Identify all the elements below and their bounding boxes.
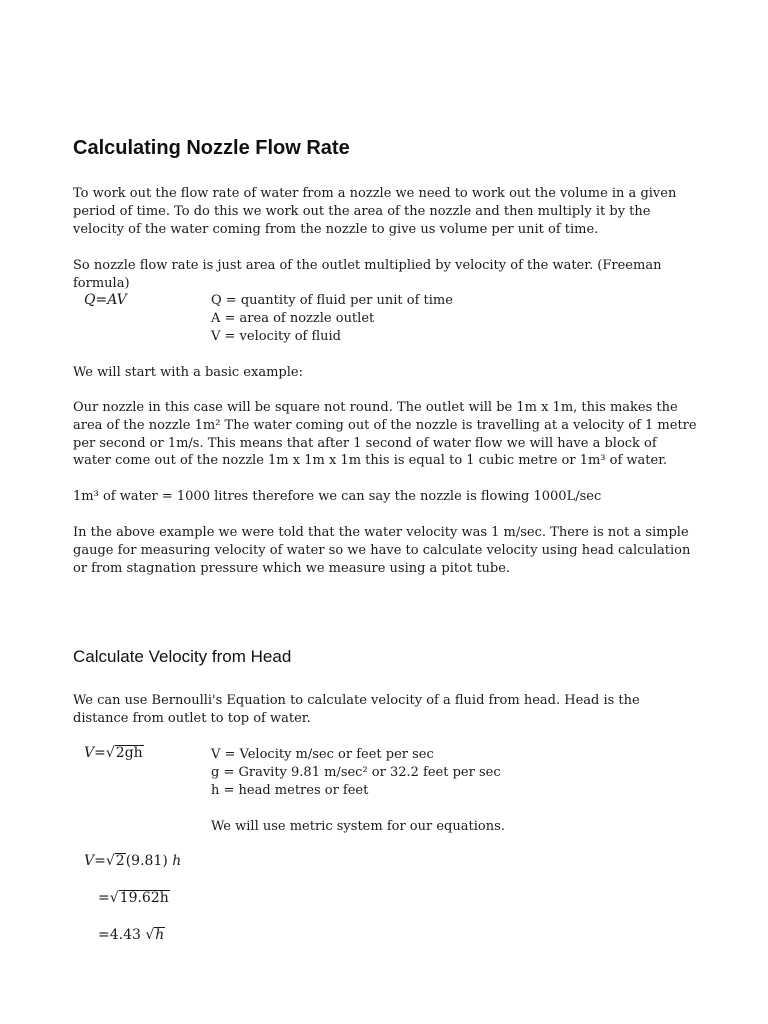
step3-coefficient: 4.43 [109,927,141,943]
step1-equals: = [94,853,106,869]
step1-radicand: 2 [115,853,125,869]
sqrt-icon: √ [109,890,119,906]
definition-q: Q = quantity of fluid per unit of time [211,293,453,308]
formula-v-radicand: 2gh [115,745,143,761]
sqrt-icon: √ [145,927,155,943]
step3-radicand: h [155,927,165,943]
sqrt-icon: √ [105,745,115,761]
velocity-note-paragraph: In the above example we were told that the water velocity was 1 m/sec. There is not a simple gauge for measuring velocity of water so we have to calculate velocity using head calculation or from stagnation pressure which we measure using a pitot tube. [73,525,691,576]
definition-velocity: V = Velocity m/sec or feet per sec [211,747,434,762]
formula-velocity [84,745,144,761]
step1-variable: h [172,853,182,869]
formula-v-definitions [211,746,501,799]
step3-equals: = [98,927,110,943]
equation-step-2 [98,890,170,906]
step1-lhs: V [84,853,95,869]
formula-q-av [84,292,127,308]
formula-q-equals: = [95,292,108,308]
section-heading: Calculate Velocity from Head [73,647,292,666]
step2-equals: = [98,890,110,906]
example-intro: We will start with a basic example: [73,365,303,380]
sqrt-icon: √ [105,853,115,869]
definition-head: h = head metres or feet [211,782,369,798]
litres-paragraph: 1m³ of water = 1000 litres therefore we can say the nozzle is flowing 1000L/sec [73,489,602,504]
formula-v-lhs: V [84,745,95,761]
definition-gravity: g = Gravity 9.81 m/sec² or 32.2 feet per sec [211,764,501,780]
formula-v-equals: = [94,745,106,761]
bernoulli-paragraph: We can use Bernoulli's Equation to calculate velocity of a fluid from head. Head is the distance from outlet to top of water. [73,693,640,726]
page-title: Calculating Nozzle Flow Rate [73,137,350,159]
formula-q-rhs: AV [107,292,127,308]
equation-step-1 [84,853,181,869]
definition-v: V = velocity of fluid [211,328,341,344]
intro-paragraph: To work out the flow rate of water from a nozzle we need to work out the volume in a given period of time. To do this we work out the area of the nozzle and then multiply it by the velocity of the water coming from the nozzle to give us volume per unit of time. [73,186,677,237]
summary-paragraph: So nozzle flow rate is just area of the outlet multiplied by velocity of the water. (Freeman formula) [73,258,662,291]
definition-a: A = area of nozzle outlet [211,310,375,326]
step2-radicand: 19.62h [119,890,169,906]
equation-step-3 [98,927,165,943]
example-paragraph: Our nozzle in this case will be square not round. The outlet will be 1m x 1m, this makes the area of the nozzle 1m² The water coming out of the nozzle is travelling at a velocity of 1 metre per second or 1m/s. This means that after 1 second of water flow we will have a block of water come out of the nozzle 1m x 1m x 1m this is equal to 1 cubic metre or 1m³ of water. [73,400,697,469]
formula-q-definitions [211,292,453,345]
formula-q-lhs: Q [84,292,96,308]
step1-gravity: (9.81) [125,853,168,869]
metric-note: We will use metric system for our equations. [211,819,505,834]
